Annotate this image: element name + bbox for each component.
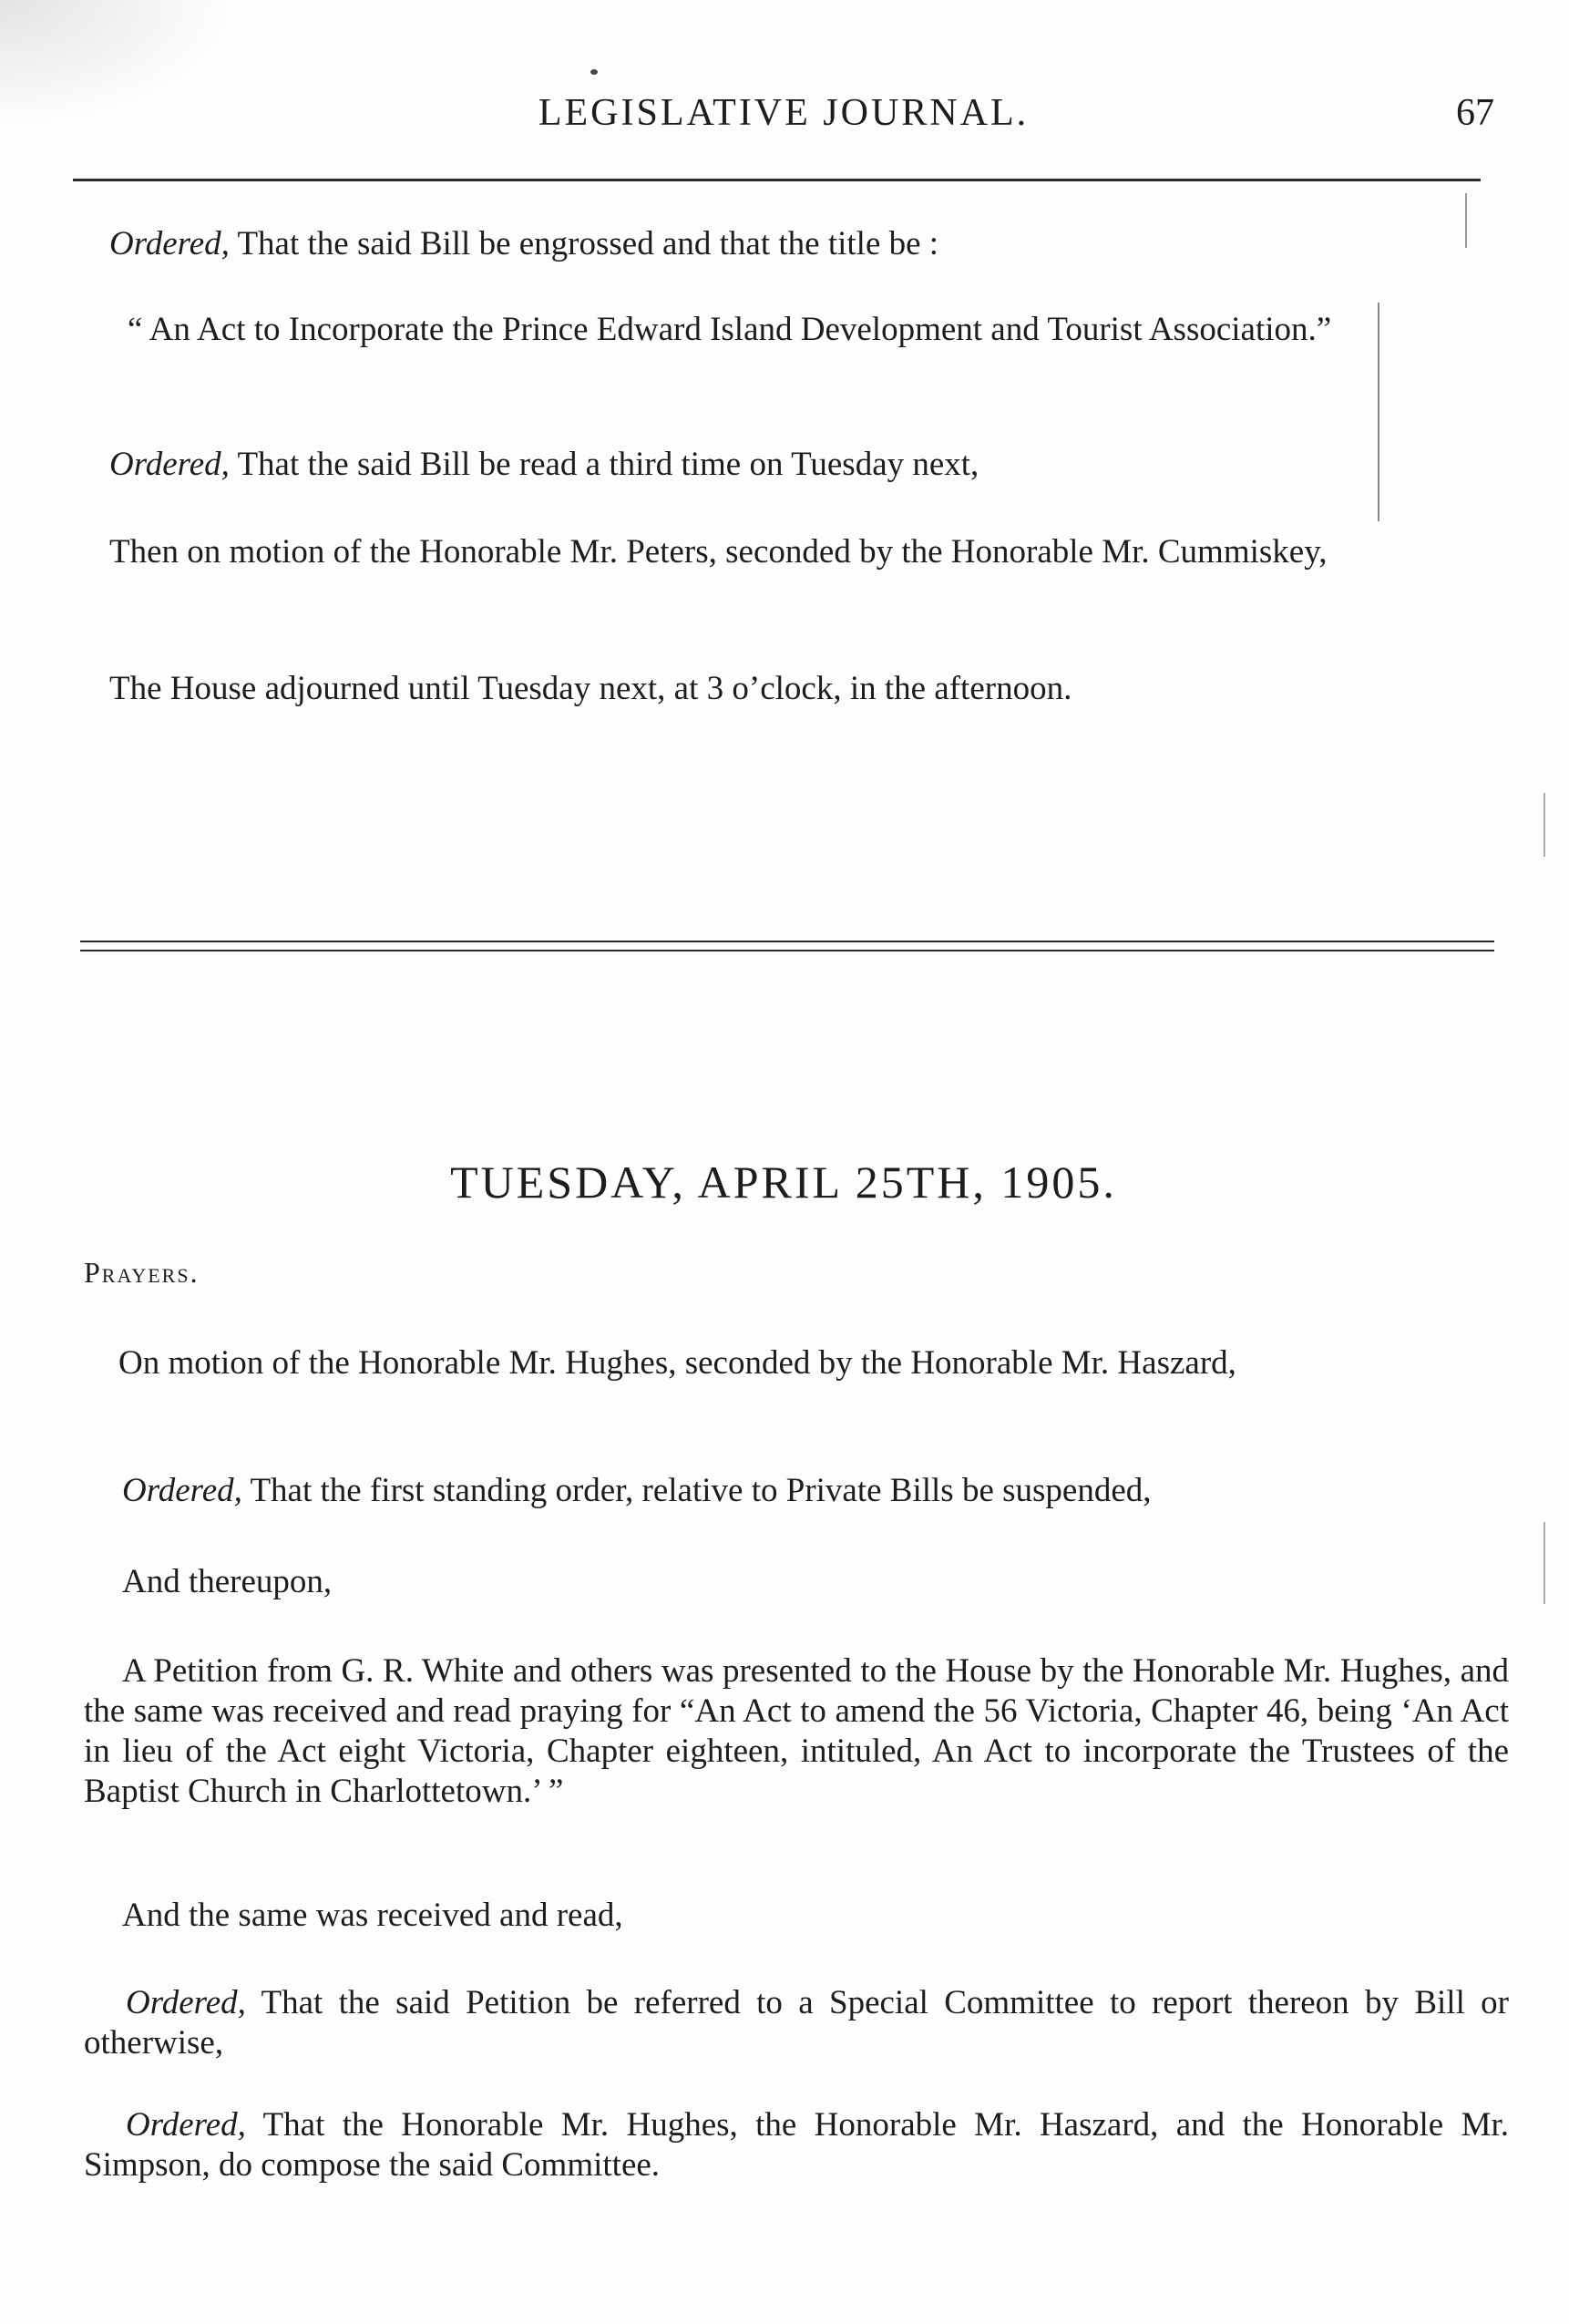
section-rule-top: [80, 941, 1494, 942]
margin-mark: [1543, 793, 1545, 857]
journal-title: LEGISLATIVE JOURNAL.: [538, 92, 1030, 134]
section-rule-bottom: [80, 950, 1494, 951]
paragraph-text: That the Honorable Mr. Hughes, the Honorable Mr. Haszard, and the Honorable Mr. Simpson, do compose the said Committee.: [84, 2106, 1509, 2184]
prayers-heading: Prayers.: [84, 1256, 200, 1289]
act-title-paragraph: [73, 310, 1494, 350]
paragraph-text: “ An Act to Incorporate the Prince Edward Island Development and Tourist Association.”: [128, 311, 1332, 348]
thereupon-paragraph: [122, 1562, 1509, 1602]
ordered-third-reading-paragraph: [109, 445, 1494, 485]
page-number: 67: [1456, 92, 1494, 134]
adjournment-paragraph: [109, 669, 1494, 709]
paragraph-text: The House adjourned until Tuesday next, at 3 o’clock, in the afternoon.: [109, 670, 1072, 707]
motion-paragraph: [84, 1343, 1509, 1383]
ordered-label: Ordered,: [126, 2106, 246, 2144]
ordered-committee-members-paragraph: [84, 2105, 1509, 2185]
header-rule: [73, 179, 1481, 181]
received-read-paragraph: [122, 1896, 1509, 1936]
ordered-suspend-paragraph: [122, 1471, 1509, 1511]
margin-mark: [1465, 193, 1467, 248]
paragraph-text: On motion of the Honorable Mr. Hughes, seconded by the Honorable Mr. Haszard,: [118, 1344, 1236, 1382]
ordered-label: Ordered,: [122, 1472, 242, 1509]
ordered-label: Ordered,: [126, 1984, 246, 2021]
ordered-label: Ordered,: [109, 446, 230, 483]
margin-mark: [1543, 1522, 1545, 1604]
paragraph-text: And the same was received and read,: [122, 1897, 623, 1934]
paragraph-text: That the first standing order, relative to Private Bills be suspended,: [241, 1472, 1152, 1509]
sitting-date-heading: TUESDAY, APRIL 25TH, 1905.: [450, 1157, 1117, 1208]
paragraph-text: That the said Bill be read a third time on Tuesday next,: [229, 446, 979, 483]
paragraph-text: That the said Petition be referred to a Special Committee to report thereon by Bill or otherwise,: [84, 1984, 1509, 2062]
paragraph-text: Then on motion of the Honorable Mr. Peters, seconded by the Honorable Mr. Cummiskey,: [109, 533, 1328, 571]
paragraph-text: That the said Bill be engrossed and that the title be :: [229, 225, 939, 262]
motion-paragraph: [73, 532, 1494, 572]
ordered-engrossed-paragraph: [109, 224, 1494, 264]
running-head: [73, 84, 1494, 148]
paragraph-text: And thereupon,: [122, 1563, 333, 1600]
margin-mark: [1378, 303, 1379, 521]
scan-speck: [590, 69, 598, 75]
paragraph-text: A Petition from G. R. White and others was presented to the House by the Honorable Mr. Hughes, and the same was received and read praying for “An Act to amend the 56 Victoria, Chapter 46, being ‘An Act in lieu of the Act eight Victoria, Chapter eighteen, intituled, An Act to incorporate the Trustees of the Baptist Church in Charlottetown.’ ”: [84, 1652, 1509, 1810]
ordered-committee-referral-paragraph: [84, 1983, 1509, 2063]
ordered-label: Ordered,: [109, 225, 230, 262]
petition-paragraph: [84, 1651, 1509, 1812]
